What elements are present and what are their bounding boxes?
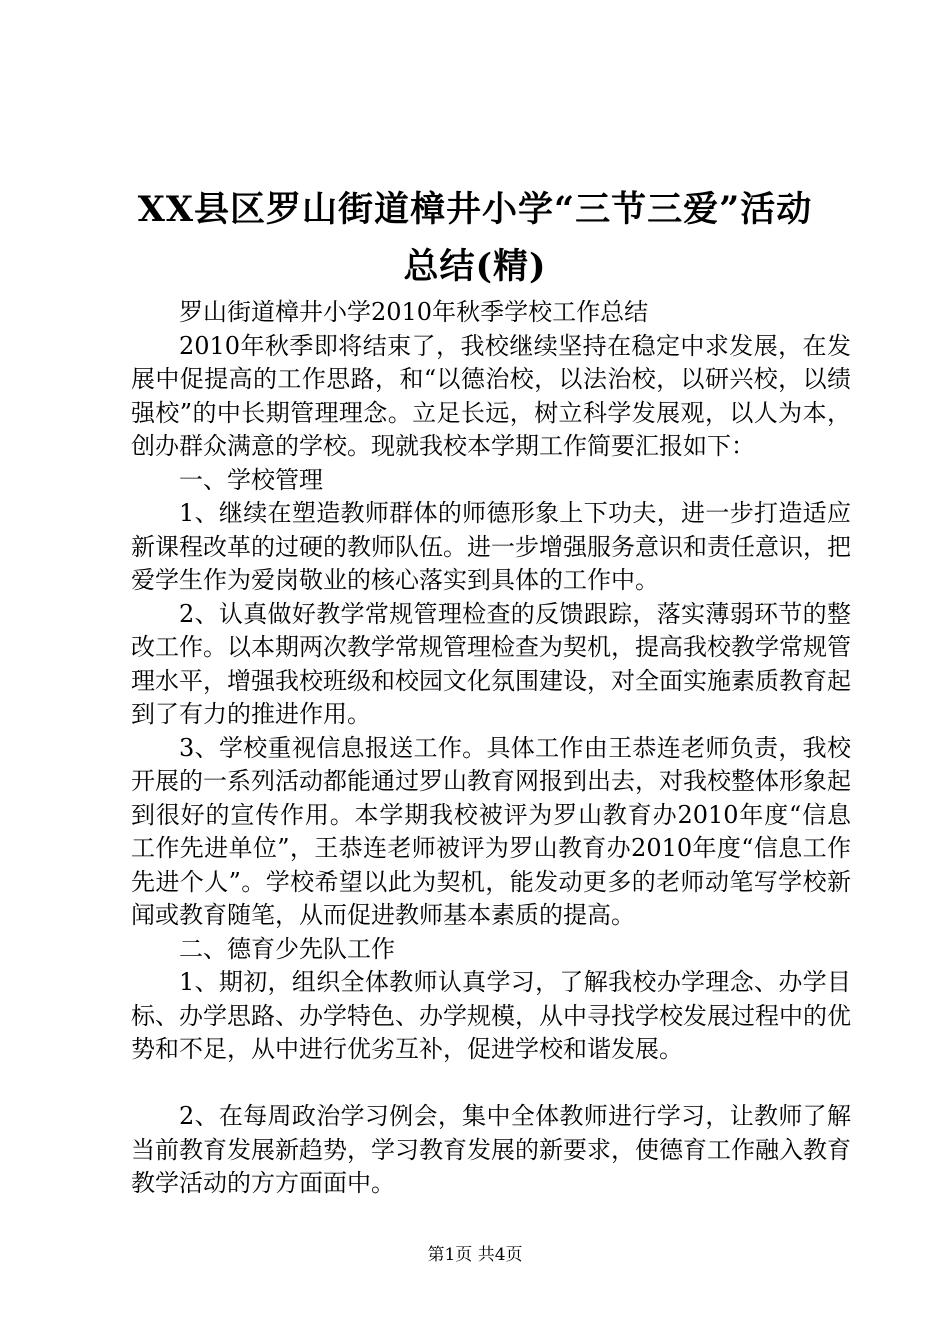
subtitle-paragraph: 罗山街道樟井小学2010年秋季学校工作总结 <box>179 298 649 326</box>
section-heading-school-management: 一、学校管理 <box>179 465 323 494</box>
moral-education-item-1: 1、期初，组织全体教师认真学习，了解我校办学理念、办学目标、办学思路、办学特色、办学规模，从中寻找学校发展过程中的优势和不足，从中进行优劣互补，促进学校和谐发展。 <box>131 968 851 1063</box>
document-title-line-2: 总结(精) <box>403 246 547 287</box>
management-item-2: 2、认真做好教学常规管理检查的反馈跟踪，落实薄弱环节的整改工作。以本期两次教学常规管理检查为契机，提高我校教学常规管理水平，增强我校班级和校园文化氛围建设，对全面实施素质教育起到了有力的推进作用。 <box>131 599 851 728</box>
page-footer: 第1页 共4页 <box>427 1245 523 1265</box>
document-body <box>131 296 851 1201</box>
management-item-1: 1、继续在塑造教师群体的师德形象上下功夫，进一步打造适应新课程改革的过硬的教师队伍。进一步增强服务意识和责任意识，把爱学生作为爱岗敬业的核心落实到具体的工作中。 <box>131 499 851 594</box>
section-heading-moral-education: 二、德育少先队工作 <box>179 934 395 963</box>
management-item-3: 3、学校重视信息报送工作。具体工作由王恭连老师负责，我校开展的一系列活动都能通过罗山教育网报到出去，对我校整体形象起到很好的宣传作用。本学期我校被评为罗山教育办2010年度“信息工作先进单位”，王恭连老师被评为罗山教育办2010年度“信息工作先进个人”。学校希望以此为契机，能发动更多的老师动笔写学校新闻或教育随笔，从而促进教师基本素质的提高。 <box>131 733 851 929</box>
moral-education-item-2: 2、在每周政治学习例会，集中全体教师进行学习，让教师了解当前教育发展新趋势，学习教育发展的新要求，使德育工作融入教育教学活动的方方面面中。 <box>131 1102 851 1197</box>
intro-paragraph: 2010年秋季即将结束了，我校继续坚持在稳定中求发展，在发展中促提高的工作思路，和“以德治校，以法治校，以研兴校，以绩强校”的中长期管理理念。立足长远，树立科学发展观，以人为本，创办群众满意的学校。现就我校本学期工作简要汇报如下： <box>131 331 851 460</box>
document-title-line-1: XX县区罗山街道樟井小学“三节三爱”活动 <box>137 189 813 230</box>
